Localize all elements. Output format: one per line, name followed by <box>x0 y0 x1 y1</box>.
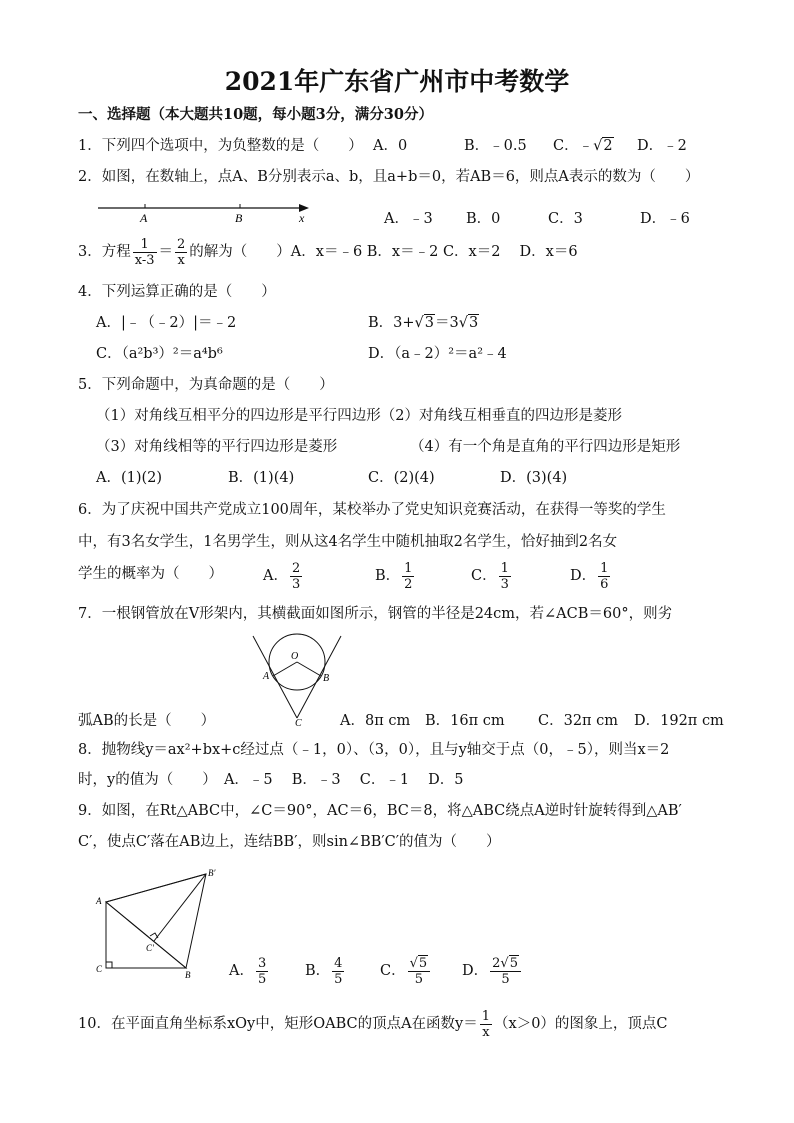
sqrt-symbol: √2 <box>593 138 613 154</box>
right-angle-mark-c <box>106 962 112 968</box>
fraction-numerator: 2 <box>291 560 301 576</box>
q6-line2: 中，有3名女学生，1名男学生，则从这4名学生中随机抽取2名学生，恰好抽到2名女 <box>78 534 618 550</box>
coefficient: 2 <box>492 955 501 971</box>
q4-option-a: A．|﹣（﹣2）|＝﹣2 <box>96 315 237 331</box>
point-label-a: A <box>96 896 102 906</box>
segment-b-prime-c-prime <box>154 874 206 941</box>
number-line-figure <box>95 200 320 232</box>
fraction-numerator: 1 <box>133 237 157 253</box>
fraction-numerator: 3 <box>257 955 267 971</box>
q5-proposition-3: （3）对角线相等的平行四边形是菱形 <box>96 439 338 455</box>
q7-option-a: A．8π cm <box>340 713 411 729</box>
fraction-denominator: 5 <box>334 971 343 987</box>
q9-option-c-fraction <box>408 956 431 987</box>
option-label: D． <box>570 568 597 584</box>
q9-option-b-fraction <box>332 956 344 987</box>
q10-fraction <box>480 1009 492 1040</box>
fraction-numerator: 2 <box>177 236 186 252</box>
q5-proposition-4: （4）有一个角是直角的平行四边形是矩形 <box>410 439 681 455</box>
q2-option-c: C．3 <box>548 211 583 227</box>
radius-oa <box>273 662 297 676</box>
point-label-o: O <box>291 651 299 662</box>
q7-option-c: C．32π cm <box>538 713 619 729</box>
sqrt-symbol: √5 <box>500 955 518 971</box>
fraction-denominator: 6 <box>600 576 609 592</box>
q6-option-b <box>375 559 416 593</box>
q4-option-b-middle: ＝3 <box>435 315 459 331</box>
q10-line <box>78 1007 668 1041</box>
option-label: B． <box>305 963 331 979</box>
fraction-denominator: x-3 <box>134 252 155 268</box>
q1-option-c-label: C．﹣ <box>553 138 594 154</box>
fraction-denominator: 5 <box>501 971 510 987</box>
q1-stem: 1．下列四个选项中，为负整数的是（ ） <box>78 138 363 154</box>
q9-option-d <box>462 954 523 988</box>
radicand: 3 <box>424 315 435 331</box>
q5-option-a: A．(1)(2) <box>96 470 163 486</box>
option-label: C． <box>471 568 497 584</box>
q2-option-d: D．﹣6 <box>640 211 690 227</box>
page-title: 2021年广东省广州市中考数学 <box>224 67 570 96</box>
sqrt-symbol: √3 <box>458 315 479 331</box>
q10-prefix: 10．在平面直角坐标系xOy中，矩形OABC的顶点A在函数y＝ <box>78 1016 478 1032</box>
q1-option-c-radicand: 2 <box>603 138 613 154</box>
point-label-c: C <box>295 718 302 728</box>
q6-option-b-fraction <box>402 561 414 592</box>
q8-line2: 时，y的值为（ ） A．﹣5 B．﹣3 C．﹣1 D．5 <box>78 772 464 788</box>
q7-line1: 7．一根钢管放在V形架内，其横截面如图所示，钢管的半径是24cm，若∠ACB＝60°，则劣 <box>78 606 673 622</box>
q5-option-d: D．(3)(4) <box>500 470 568 486</box>
fraction-numerator: 1 <box>404 560 413 576</box>
q4-option-b-prefix: B．3+ <box>368 315 415 331</box>
option-label: D． <box>462 963 489 979</box>
q1-option-a: A．0 <box>373 138 408 154</box>
q9-option-a <box>229 954 270 988</box>
q2-option-a: A．﹣3 <box>384 211 433 227</box>
q4-stem: 4．下列运算正确的是（ ） <box>78 284 276 300</box>
radicand: 5 <box>509 955 518 971</box>
rotated-triangle-figure <box>90 862 225 982</box>
q9-option-c <box>380 954 432 988</box>
fraction-denominator: 5 <box>414 971 424 987</box>
point-label-b-prime: B′ <box>208 868 216 878</box>
q7-option-b: B．16π cm <box>425 713 505 729</box>
q6-line3: 学生的概率为（ ） <box>78 566 223 582</box>
q5-option-b: B．(1)(4) <box>228 470 295 486</box>
fraction-denominator: x <box>482 1024 490 1040</box>
point-label-c-prime: C′ <box>146 943 154 953</box>
q5-stem: 5．下列命题中，为真命题的是（ ） <box>78 377 334 393</box>
q9-option-a-fraction <box>256 956 268 987</box>
q9-line2: C′，使点C′落在AB边上，连结BB′，则sin∠BB′C′的值为（ ） <box>78 834 501 850</box>
q6-line1: 6．为了庆祝中国共产党成立100周年，某校举办了党史知识竞赛活动，在获得一等奖的学生 <box>78 502 666 518</box>
sqrt-symbol: √5 <box>409 955 428 971</box>
q1-option-b: B．﹣0.5 <box>464 138 527 154</box>
q6-option-d <box>570 559 612 593</box>
q4-option-b <box>368 313 479 333</box>
fraction-numerator: 1 <box>481 1008 491 1024</box>
option-label: C． <box>380 963 406 979</box>
q6-option-a-fraction <box>290 561 302 592</box>
q6-option-d-fraction <box>598 561 610 592</box>
v-frame-left-arm <box>253 636 297 718</box>
q9-line1: 9．如图，在Rt△ABC中，∠C＝90°，AC＝6，BC＝8，将△ABC绕点A逆时针旋转得到△AB′ <box>78 803 682 819</box>
q7-line2: 弧AB的长是（ ） <box>78 713 216 729</box>
fraction-denominator: 5 <box>257 971 267 987</box>
q3-options: 的解为（ ）A．x＝﹣6 B．x＝﹣2 C．x＝2 D．x＝6 <box>189 244 578 260</box>
q5-proposition-line1: （1）对角线互相平分的四边形是平行四边形（2）对角线互相垂直的四边形是菱形 <box>96 408 622 424</box>
point-label-c: C <box>96 964 103 974</box>
axis-label-x: x <box>299 211 305 225</box>
q7-option-d: D．192π cm <box>634 713 724 729</box>
fraction-numerator: 4 <box>334 955 343 971</box>
sqrt-symbol: √3 <box>414 315 435 331</box>
q3-fraction-right <box>175 237 187 268</box>
q10-suffix: （x＞0）的图象上，顶点C <box>494 1016 668 1032</box>
q1-option-d: D．﹣2 <box>637 138 687 154</box>
point-label-b: B <box>323 673 330 684</box>
option-label: B． <box>375 568 401 584</box>
q3-line <box>78 235 578 269</box>
fraction-numerator: 1 <box>500 560 509 576</box>
fraction-numerator <box>408 956 431 972</box>
q6-option-c <box>471 559 513 593</box>
v-frame-right-arm <box>297 636 341 718</box>
q9-option-b <box>305 954 346 988</box>
q2-stem: 2．如图，在数轴上，点A、B分别表示a、b，且a+b＝0，若AB＝6，则点A表示的数为（ ） <box>78 169 700 185</box>
v-frame-pipe-figure <box>245 628 355 728</box>
fraction-denominator: 3 <box>500 576 509 592</box>
q4-option-d: D．（a﹣2）²＝a²﹣4 <box>368 346 507 362</box>
fraction-denominator: 3 <box>291 576 301 592</box>
q5-option-c: C．(2)(4) <box>368 470 435 486</box>
q8-line1: 8．抛物线y＝ax²+bx+c经过点（﹣1，0）、（3，0），且与y轴交于点（0，﹣5），则当x＝2 <box>78 742 670 758</box>
fraction-numerator <box>490 956 521 972</box>
radicand: 5 <box>418 955 428 971</box>
q3-fraction-left <box>133 237 157 268</box>
q4-option-c: C．（a²b³）²＝a⁴b⁶ <box>96 346 223 362</box>
q3-equals: ＝ <box>158 244 174 260</box>
segment-ab-prime <box>106 874 206 902</box>
option-label: A． <box>229 963 254 979</box>
q1-option-c <box>553 136 614 156</box>
fraction-denominator: x <box>177 252 185 268</box>
q9-option-d-fraction <box>490 956 521 987</box>
radicand: 3 <box>469 315 479 331</box>
fraction-numerator: 1 <box>600 560 609 576</box>
q3-prefix: 3．方程 <box>78 244 131 260</box>
radius-ob <box>297 662 321 676</box>
q6-option-c-fraction <box>499 561 511 592</box>
axis-label-b: B <box>235 211 243 225</box>
point-label-b: B <box>185 970 191 980</box>
axis-label-a: A <box>140 211 148 225</box>
fraction-denominator: 2 <box>404 576 413 592</box>
point-label-a: A <box>263 671 270 682</box>
q6-option-a <box>263 559 304 593</box>
option-label: A． <box>263 568 288 584</box>
section-heading: 一、选择题（本大题共10题，每小题3分，满分30分） <box>78 106 433 123</box>
q2-option-b: B．0 <box>466 211 501 227</box>
